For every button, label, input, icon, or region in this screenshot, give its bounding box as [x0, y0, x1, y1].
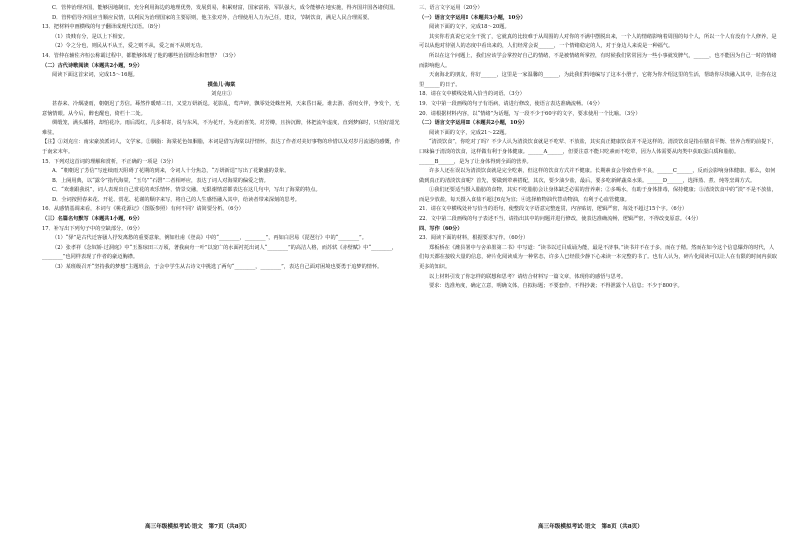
right-paragraph: 三、语言文字运用（20分） [419, 5, 483, 11]
right-paragraph: 20．请根据材料内容，以“情绪”为话题，写一段不少于60字的文字，要求使用一个比喻。（3分） [419, 110, 641, 117]
right-paragraph: 22．文中第二段画线的句子表述不当，请指出其中的问题并进行修改，使表达准确流畅，逻辑严密，不得改变原意。（4分） [419, 216, 702, 223]
right-paragraph: 19．文中第一段画线的句子有语病，请进行修改，使语言表达准确流畅。（4分） [419, 100, 603, 107]
left-paragraph: 14．管仲在辅佐齐桓公称霸过程中，都能够体现了他的哪些治国理念和智慧？（3分） [42, 52, 239, 59]
left-paragraph: （3）某班级召开“坚持我的梦想”主题班会，于会中学生从古诗文中挑选了两句“________，________”，表达自己面对困境也要勇于追梦的情怀。 [52, 264, 383, 271]
right-paragraph: 许多人还在误以为清淡饮食就是完全吃素，但这样的饮食方式并不健康。长期素食会导致营养不良，______C______，反而会影响身体健康。那么，如何做到真正的清淡饮食呢？首先，要做到荤素搭配，其次，要少油少盐，最后，要多吃新鲜蔬菜水果。______D______，选择蒸、煮、炖等烹调方式。 [419, 168, 776, 184]
right-paragraph: 18．请在文中横线处填入恰当的词语。（3分） [419, 91, 525, 98]
two-column-layout [42, 4, 778, 292]
left-paragraph: D．全词按照春来花、开花、赏花、花谢的顺序来写，将自己的人生感悟融入其中，给读者带来深刻的思考。 [52, 196, 300, 203]
left-paragraph: 【注】①刘克庄：南宋豪放派词人，文学家。②胭脂：海棠花色如胭脂，本词是借写海棠以抒情怀，表达了作者对美好事物的珍惜以及对岁月流逝的感慨，作于南宋末年。 [42, 139, 400, 155]
left-column [42, 4, 401, 292]
right-paragraph: 23．阅读下面的材料，根据要求写作。（60分） [419, 235, 529, 242]
right-column [419, 4, 778, 292]
left-paragraph: 阅读下面这首宋词，完成15～16题。 [52, 72, 138, 79]
right-paragraph: 要求：选准角度，确定立意，明确文体，自拟标题；不要套作，不得抄袭；不得泄露个人信息；不少于800字。 [429, 283, 683, 290]
left-paragraph: 17．补写出下列句子中的空缺部分。（6分） [42, 225, 143, 232]
left-paragraph: 绸缎笼，满头插将，却怕花冷。雨后霞红，几多相寄，说与东风，不为花开，为花而喜笑。对芳樽，且拚沉醉，休把流年虚度，直到梦寐时，只怕好韶光难驻。 [42, 120, 400, 136]
right-paragraph: “清淡饮食”，你吃对了吗？不少人认为清淡饮食就是不吃荤、不放盐，其实真正健康饮食并不是这样的。清淡饮食是指在膳食平衡、营养合理的前提下，口味偏于清淡的饮食，这样做有利于身体健康。______A______，但要注意不能只吃素而不吃荤，因为人体需要从肉类中获取蛋白质和脂肪。______B______，是为了让身体得到全面的营养。 [419, 139, 777, 165]
right-paragraph: 21．请在文中横线处补写恰当的语句，使整段文字语意完整连贯，内容贴切，逻辑严密，每处不超过15个字。（6分） [419, 206, 688, 213]
right-paragraph: 四、写作（60分） [419, 225, 463, 232]
left-paragraph: 甚春来、冷烟凄雨，朝朝迟了芳信。蓦然作暖晴三日，又觉万妍新逞。花影乱，莺声碎，飘零处处蛛丝网，天来昏日凝。谁去游、香闺女伴，争发个，无意恼情眼。从今后，醉也醒也，倚栏十二处。 [42, 100, 400, 117]
left-paragraph: 摸鱼儿·海棠 [207, 81, 236, 88]
right-paragraph: （一）语言文字运用Ⅰ（本题共3小题，10分） [419, 14, 526, 21]
left-paragraph: （1）“驿”是古代迁客骚人抒发离愁的重要意象，例如杜甫《登高》中的“________，________”，再如白居易《琵琶行》中的“________”。 [52, 235, 367, 242]
right-paragraph: 其实你若真说它完全干扰了，它就真的比较难于从周围的人对你的不满中摆脱出来，一个人的情绪影响着周围的每个人，所以一个人有没有个人修养，是可以从他对待别人的态度中看出来的，人们经常会说______，一个情绪稳定的人，对于身边人来说是一种福气。 [419, 33, 777, 50]
left-paragraph: （2）张孝祥《念奴娇·过洞庭》中“玉鉴琼田三万顷，著我扁舟一叶”以宽广的水面衬托出词人“________”的高洁人格，而苏轼《赤壁赋》中“________，________”也同样表现了作者的豪迈胸襟。 [42, 244, 398, 261]
right-paragraph: 郑板桥在《潍县署中与舍弟墨第二书》中写道：“读书以过目成诵为能，最是不济事。”读书并不在于多，而在于精。然而在如今这个信息爆炸的时代，人们每天都在接收大量的信息，碎片化阅读成为一种常态，许多人已经很少静下心来读一本完整的书了。也有人认为，碎片化阅读可以让人在有限的时间内获取更多的知识。 [419, 244, 777, 271]
left-paragraph: A．“朝朝迟了芳信”写连续雨天阻碍了花期的到来，令词人十分焦急，“万妍新逞”写出了花繁盛的景象。 [52, 168, 290, 175]
right-paragraph: 天南海北的朋友，你好______，这里是一家温馨的______，为此我们特地编写了这本小册子，它将为你介绍这里的生活，帮助你尽快融入其中，让你在这里______的日子。 [419, 72, 777, 88]
left-paragraph: （三）名篇名句默写（本题共1小题，6分） [42, 216, 143, 223]
right-paragraph: 所以在这个问题上，我们应该学会掌控好自己的情绪，不是被情绪所掌控，有时候我们常常因为一些小事就发脾气，______，也不能因为自己一时的情绪而影响他人。 [419, 52, 777, 69]
right-paragraph: 阅读下面的文字，完成18～20题。 [429, 24, 510, 31]
page-footer-right: 高三年级模拟考试·语文 第8页（共8页） [538, 524, 643, 530]
left-paragraph: 刘克庄① [211, 91, 232, 98]
left-paragraph: C．管仲治理齐国，能够因地制宜，充分利用海边的地理优势，发展贸易，积累财富，国家富裕，军队强大，成令能够在地实施，得齐国并国各诸侯国。 [52, 5, 399, 11]
left-paragraph: （二）古代诗歌阅读（本题共2小题，9分） [42, 62, 143, 69]
left-paragraph: 16．从感情基调来看，本词与《桃花源记》（图版参照）有何不同？请简要分析。（6分） [42, 206, 244, 213]
left-paragraph: 15．下列对这首词的理解和赏析，不正确的一项是（3分） [42, 158, 177, 165]
right-paragraph: 阅读下面的文字，完成21～22题。 [429, 129, 510, 136]
right-paragraph: ①我们还要适当摄入脂肪的食物，其实不吃脂肪会让身体缺乏必需的营养素；②多喝水，有助于身体排毒，保持健康；③清淡饮食中的“淡”不是不放盐，而是少放盐，每天摄入食盐不超过6克为宜；④选择植物油代替动物油，有利于心血管健康。 [419, 187, 777, 203]
left-paragraph: C．“欢谁跟我说”，词人表现出自己赏花的欢乐情怀，情景交融，无限谢情意都表达在这几句中，写出了海棠的特点。 [52, 187, 321, 194]
left-paragraph: （2）令之分也，则民从不从王，爱之则不从，爱之而不从则无功。 [52, 43, 206, 50]
left-paragraph: （1）贵贱有分，是以上下相安。 [52, 33, 128, 40]
left-paragraph: D．管仲倡导齐国应当顺应民情，以利民为治理国家的主要原则，他主张对外，合理使用人力为己任，建议，节制饮食，满足人民合理需要。 [52, 14, 373, 21]
right-paragraph: （二）语言文字运用Ⅱ（本题共2小题，10分） [419, 120, 528, 127]
left-paragraph: B．上阕用典，以“露令”指代海棠，“玉鸟”“石磬”二者相呼应，表达了词人对海棠的偏爱之情。 [52, 177, 269, 184]
left-paragraph: 13．把材料中画横线的句子翻译成现代汉语。（8分） [42, 24, 164, 31]
page-footer-left: 高三年级模拟考试·语文 第7页（共8页） [145, 524, 250, 530]
right-paragraph: 以上材料引发了你怎样的联想和思考？请结合材料写一篇文章，体现你的感悟与思考。 [429, 273, 627, 280]
